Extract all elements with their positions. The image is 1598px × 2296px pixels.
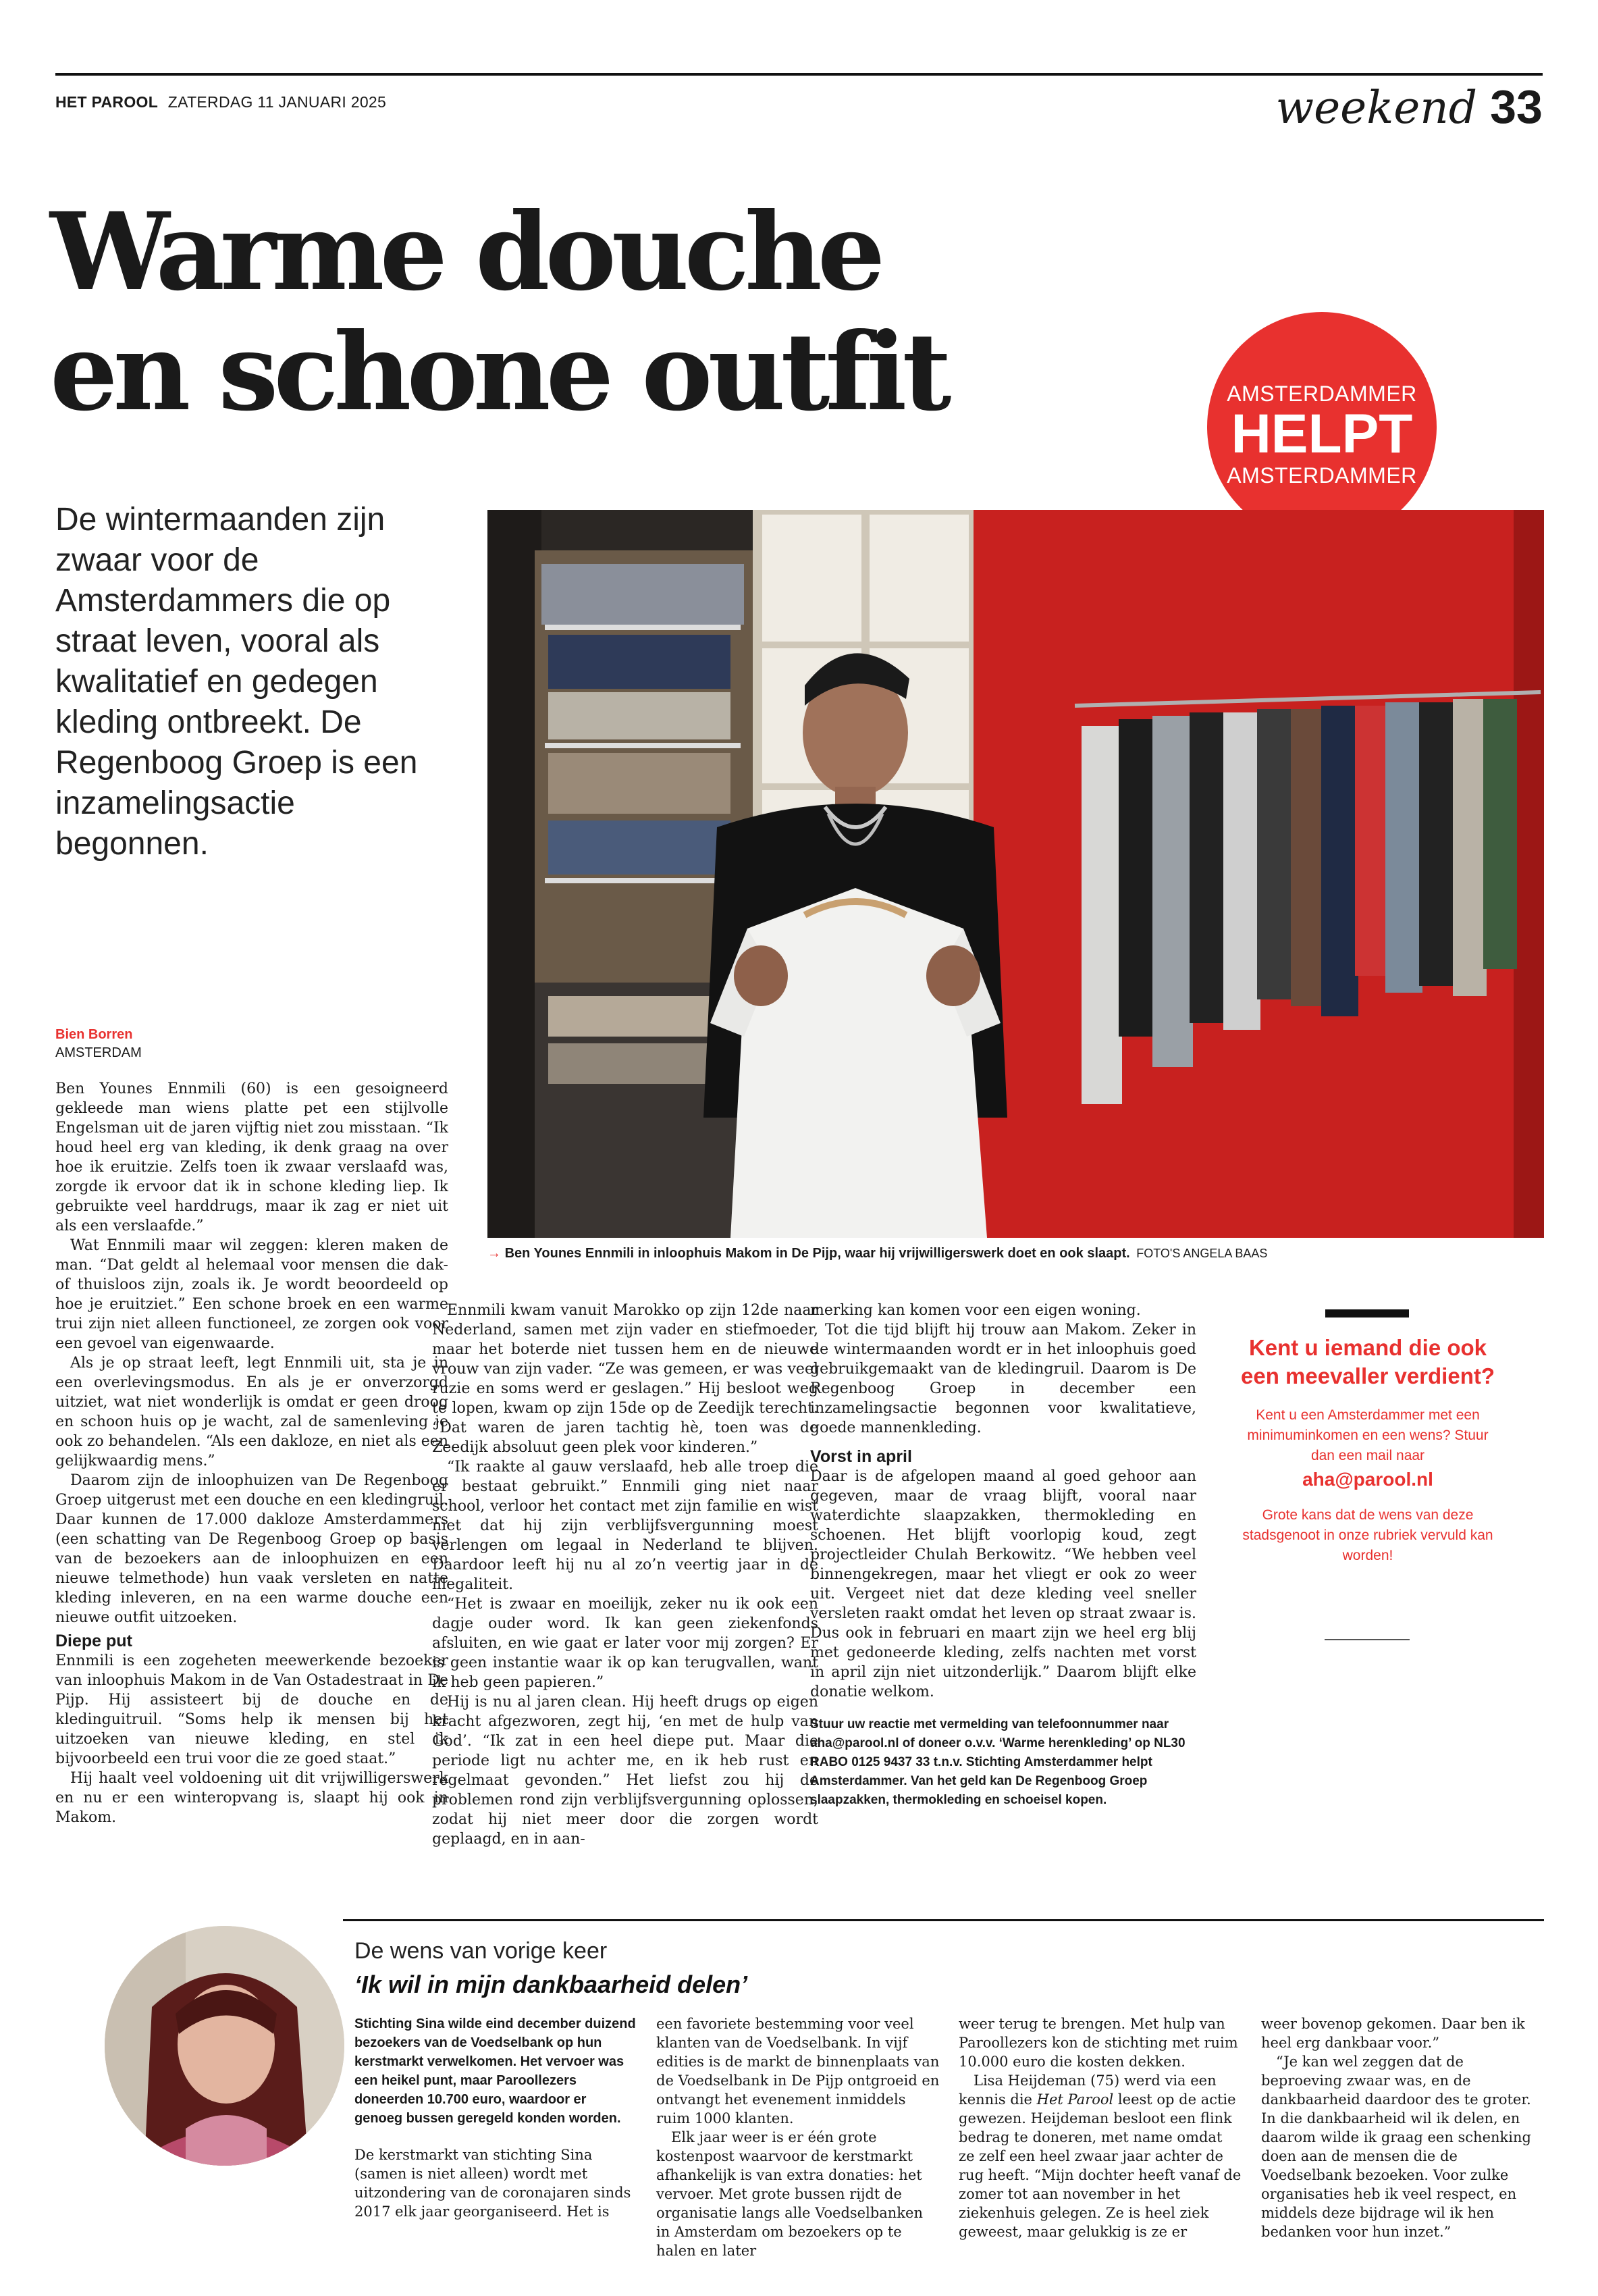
- caption-arrow-icon: →: [487, 1246, 501, 1261]
- caption-text: Ben Younes Ennmili in inloophuis Makom in De Pijp, waar hij vrijwilligerswerk doet en ook slaapt.: [504, 1246, 1130, 1261]
- photo-credit: FOTO'S ANGELA BAAS: [1136, 1247, 1268, 1260]
- bottom-kicker: De wens van vorige keer: [354, 1938, 608, 1964]
- headline-line-1: Warme douche: [50, 190, 881, 315]
- photo-caption: [487, 1246, 1544, 1261]
- paragraph: Hij is nu al jaren clean. Hij heeft drugs op eigen kracht afgezworen, zegt hij, ‘en met de hulp van God’. “Ik zat in een heel diepe put. Maar die periode ligt nu achter me, en ik heb rust en regelmaat gevonden.” Het liefst zou hij de problemen rond zijn verblijfsvergunning oplossen, zodat hij niet meer door die zorgen wordt geplaagd, en in aan-: [432, 1694, 818, 1848]
- paragraph: Daarom zijn de inloophuizen van De Regenboog Groep uitgerust met een douche en een kledingruil. Daar kunnen de 17.000 dakloze Amsterdammers (een schatting van De Regenboog Groep op basis van de bezoekers aan de inloophuizen en een nieuwe telmethode) hun vaak versleten en natte kleding inleveren, en na een warme douche een nieuwe outfit uitzoeken.: [55, 1472, 448, 1626]
- text-run: leest op de actie gewezen. Heijdeman besloot een flink bedrag te doneren, met name omdat ze zelf een heel zwaar jaar achter de rug heeft. “Mijn dochter heeft vanaf de zomer tot aan november in het ziekenhuis gelegen. Ze is heel ziek geweest, maar gelukkig is ze er: [959, 2091, 1242, 2240]
- main-photo: [487, 510, 1544, 1238]
- sidebar-footer: Grote kans dat de wens van deze stadsgenoot in onze rubriek vervuld kan worden!: [1242, 1507, 1493, 1563]
- publication-name: Het Parool: [1036, 2091, 1114, 2108]
- byline-place: AMSTERDAM: [55, 1045, 142, 1060]
- paragraph: Tot die tijd blijft hij trouw aan Makom. Zeker in de wintermaanden wordt er in het inloophuis goed gebruikgemaakt van de kledingruil. Daarom is De Regenboog Groep in december een inzamelingsactie begonnen voor kwalitatieve, goede mannenkleding.: [810, 1322, 1196, 1436]
- bottom-column-3: [959, 2014, 1242, 2241]
- subheading: Vorst in april: [810, 1447, 912, 1466]
- paragraph: merking kan komen voor een eigen woning.: [810, 1302, 1141, 1319]
- header-rule: [55, 73, 1543, 76]
- bottom-column-4: [1261, 2014, 1545, 2241]
- amsterdammer-helpt-badge: [1207, 312, 1437, 542]
- portrait-photo: [105, 1926, 344, 2166]
- sidebar-title: Kent u iemand die ook een meevaller verdient?: [1240, 1335, 1495, 1388]
- section-name: weekend: [1275, 82, 1478, 134]
- paragraph: Ennmili is een zogeheten meewerkende bezoeker van inloophuis Makom in de Van Ostadestraat in De Pijp. Hij assisteert bij de douche en de kledinguitruil. “Soms help ik mensen bij het uitzoeken van nieuwe kleding, en stel ik bijvoorbeeld een trui voor die ze goed staat.”: [55, 1652, 448, 1767]
- donation-call-to-action: Stuur uw reactie met vermelding van telefoonnummer naar aha@parool.nl of doneer o.v.v. ‘Warme herenkleding’ op NL30 RABO 0125 9437 33 t.n.v. Stichting Amsterdammer helpt Amsterdammer. Van het geld kan De Regenboog Groep slaapzakken, thermokleding en schoeisel kopen.: [810, 1717, 1186, 1807]
- byline-author: Bien Borren: [55, 1027, 133, 1042]
- section-label: [1276, 80, 1543, 134]
- badge-top: AMSTERDAMMER: [1227, 382, 1417, 406]
- paragraph: Ben Younes Ennmili (60) is een gesoigneerd gekleede man wiens platte pet een stijlvolle Engelsman uit de jaren vijftig niet zou misstaan. “Ik houd heel erg van kleding, ik denk graag na over hoe ik eruitzie. Zelfs toen ik zwaar verslaafd was, zorgde ik ervoor dat ik in schone kleding liep. Ik gebruikte veel harddrugs, maar ik zag er niet uit als een verslaafde.”: [55, 1080, 448, 1234]
- portrait-illustration: [105, 1926, 344, 2166]
- text-run: Lisa Heijdeman (75) werd via een kennis die: [959, 2072, 1217, 2108]
- subheading: Diepe put: [55, 1632, 132, 1650]
- byline: [55, 1027, 142, 1061]
- paragraph: een favoriete bestemming voor veel klanten van de Voedselbank. In vijf edities is de markt de binnenplaats van de Voedselbank in De Pijp ontgroeid en ontvangt het evenement inmiddels ruim 1000 klanten.: [656, 2016, 940, 2127]
- article-column-2: [432, 1301, 818, 1849]
- sidebar-rule: [1325, 1639, 1410, 1640]
- paragraph: [959, 2071, 1242, 2241]
- paragraph: weer bovenop gekomen. Daar ben ik heel erg dankbaar voor.”: [1261, 2016, 1525, 2051]
- paragraph: Hij haalt veel voldoening uit dit vrijwilligerswerk en nu er een winteropvang is, slaapt hij ook in Makom.: [55, 1770, 448, 1826]
- badge-middle: HELPT: [1231, 403, 1413, 465]
- sidebar-email[interactable]: aha@parool.nl: [1302, 1469, 1433, 1490]
- paragraph: Wat Ennmili maar wil zeggen: kleren maken de man. “Dat geldt al helemaal voor mensen die dak- of thuisloos zijn, zoals ik. Je wordt beoordeeld op hoe je eruitziet.” Een schone broek en een warme trui zijn niet alleen functioneel, ze zorgen ook voor een gevoel van eigenwaarde.: [55, 1237, 448, 1352]
- headline-line-2: en schone outfit: [50, 310, 947, 435]
- article-column-3: [810, 1301, 1196, 1810]
- bottom-section-rule: [343, 1919, 1544, 1921]
- masthead: [55, 93, 386, 111]
- paragraph: Als je op straat leeft, legt Ennmili uit, sta je in een overlevingsmodus. En als je er onverzorgd uitziet, wat niet wonderlijk is omdat er geen droog en schoon huis op je wacht, zal de samenleving je ook zo behandelen. “Als een dakloze, en niet als een gelijkwaardig mens.”: [55, 1355, 448, 1469]
- page-number: 33: [1490, 80, 1543, 133]
- intro-text: De wintermaanden zijn zwaar voor de Amsterdammers die op straat leven, vooral als kwalitatief en gedegen kleding ontbreekt. De Regenboog Groep is een inzamelingsactie begonnen.: [55, 502, 418, 862]
- bottom-lead: Stichting Sina wilde eind december duizend bezoekers van de Voedselbank op hun kerstmarkt verwelkomen. Het vervoer was een heikel punt, maar Paroollezers doneerden 10.700 euro, waardoor er genoeg bussen geregeld konden worden.: [354, 2016, 636, 2126]
- sidebar: [1240, 1334, 1496, 1566]
- sidebar-text: Kent u een Amsterdammer met een minimuminkomen en een wens? Stuur dan een mail naar: [1247, 1407, 1489, 1463]
- paragraph: “Het is zwaar en moeilijk, zeker nu ik ook een dagje ouder word. Ik kan geen ziekenfonds afsluiten, en wie gaat er later voor mij zorgen? Er is geen instantie waar ik op kan terugvallen, want ik heb geen papieren.”: [432, 1596, 818, 1691]
- headline: [50, 192, 1211, 433]
- paragraph: Elk jaar weer is er één grote kostenpost waarvoor de kerstmarkt afhankelijk is van extra donaties: het vervoer. Met grote bussen rijdt de organisatie langs alle Voedselbanken in Amsterdam om bezoekers op te halen en later: [656, 2129, 923, 2259]
- paragraph: weer terug te brengen. Met hulp van Paroollezers kon de stichting met ruim 10.000 euro die kosten dekken.: [959, 2016, 1238, 2070]
- bottom-title: ‘Ik wil in mijn dankbaarheid delen’: [354, 1971, 748, 1998]
- sidebar-bar: [1325, 1309, 1409, 1317]
- paragraph: Daar is de afgelopen maand al goed gehoor aan gegeven, maar de vraag blijft, vooral naar waterdichte slaapzakken, thermokleding en schoenen. Het blijft voorlopig koud, zegt projectleider Chulah Berkowitz. “We hebben veel binnengekregen, maar het vliegt er ook zo weer uit. Vergeet niet dat deze kleding veel sneller versleten raakt omdat het leven op straat zwaar is. Dus ook in februari en maart zijn we heel erg blij met gedoneerde kleding, zelfs nachten met vorst in april zijn niet uitzonderlijk.” Daarom blijft elke donatie welkom.: [810, 1468, 1196, 1700]
- photo-illustration: [487, 510, 1544, 1238]
- bottom-paragraph: [354, 2145, 638, 2221]
- bottom-column-2: [656, 2014, 940, 2260]
- paragraph: “Je kan wel zeggen dat de beproeving zwaar was, en de dankbaarheid daardoor des te groter. In die dankbaarheid wil ik delen, en daarom wilde ik graag een schenking doen aan de mensen die de Voedselbank bezoeken. Voor zulke organisaties heb ik veel respect, en middels deze bijdrage wil ik hen bedanken voor hun inzet.”: [1261, 2054, 1531, 2240]
- badge-bottom: AMSTERDAMMER: [1227, 463, 1417, 488]
- bottom-column-1: [354, 2014, 638, 2221]
- paragraph: De kerstmarkt van stichting Sina (samen is niet alleen) wordt met uitzondering van de coronajaren sinds 2017 elk jaar georganiseerd. Het is: [354, 2147, 631, 2220]
- paragraph: “Ik raakte al gauw verslaafd, heb alle troep die er bestaat gebruikt.” Ennmili ging niet naar school, verloor het contact met zijn familie en wist niet dat hij zijn verblijfsvergunning moest verlengen om legaal in Nederland te blijven. Daardoor leeft hij nu al zo’n veertig jaar in de illegaliteit.: [432, 1459, 818, 1593]
- paper-name: HET PAROOL: [55, 93, 159, 111]
- article-column-1: [55, 1079, 448, 1827]
- issue-date: ZATERDAG 11 JANUARI 2025: [167, 93, 387, 111]
- paragraph: Ennmili kwam vanuit Marokko op zijn 12de naar Nederland, samen met zijn vader en stiefmoeder, maar het boterde niet tussen hem en de nieuwe vrouw van zijn vader. “Ze was gemeen, er was veel ruzie en soms werd er geslagen.” Hij besloot weg te lopen, kwam op zijn 15de op de Zeedijk terecht. “Dat waren de jaren tachtig hè, toen was de Zeedijk absoluut geen plek voor kinderen.”: [432, 1302, 818, 1456]
